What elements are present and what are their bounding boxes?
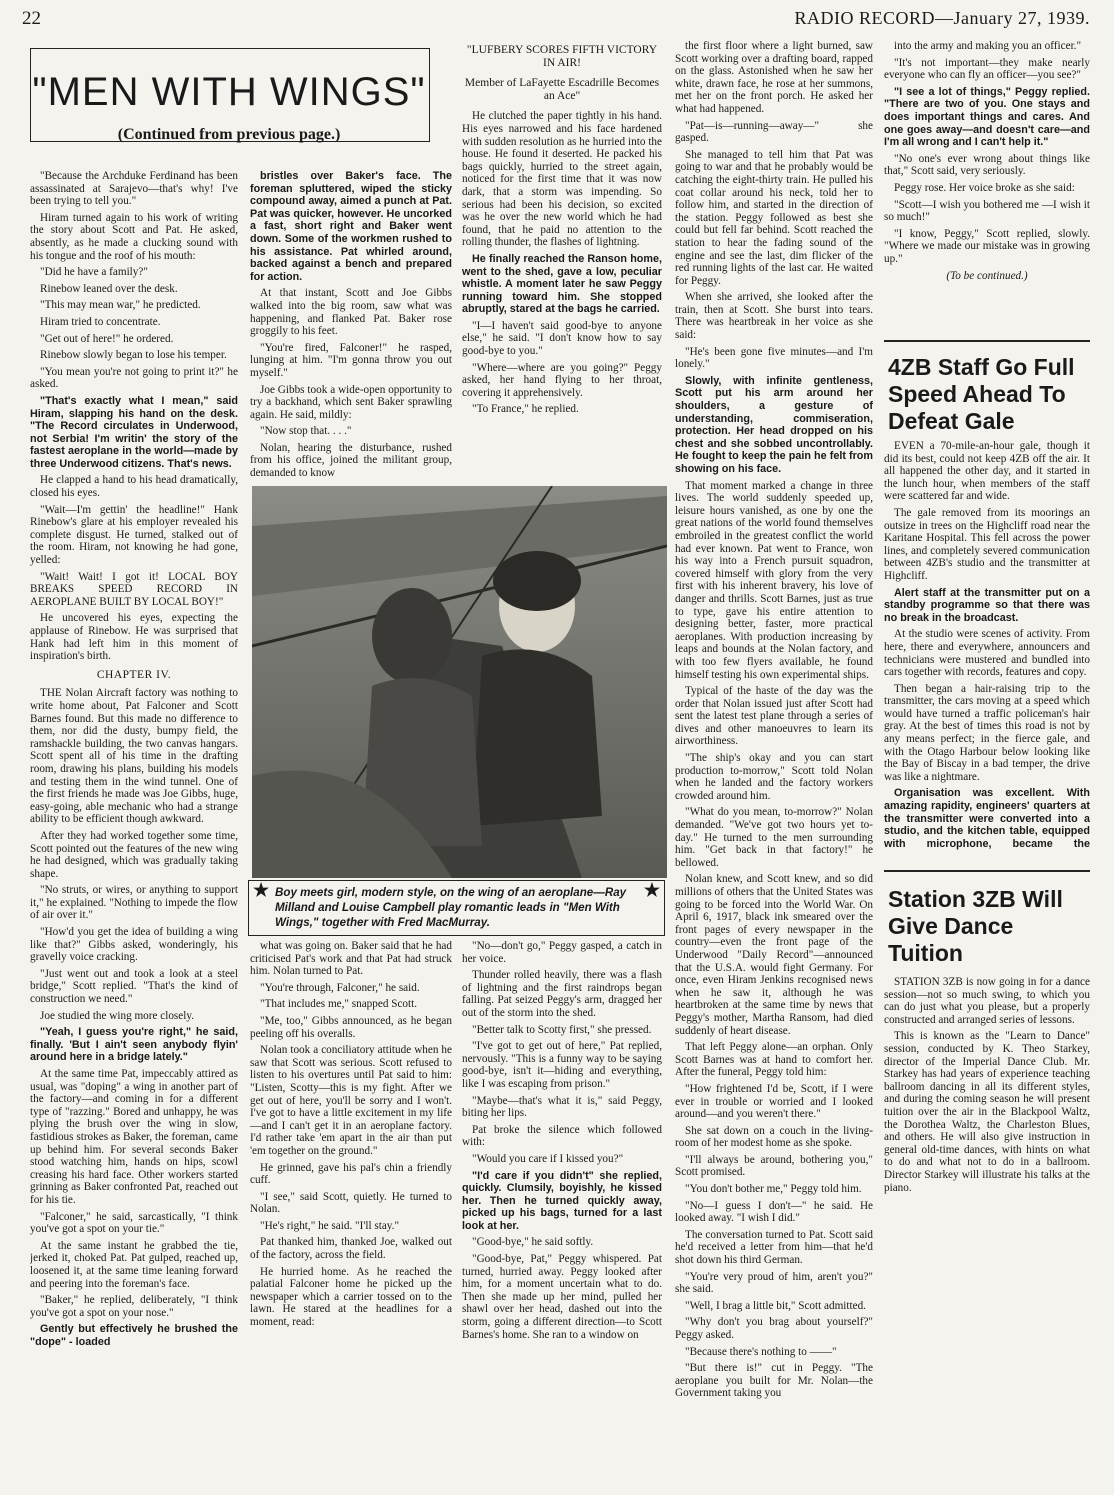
col1-bold-para: "That's exactly what I mean," said Hiram, slapping his hand on the desk. "The Record circulates in Underwood, not Serbia! I'm writin' the story of the fastest aeroplane in the world—made by three Underwood citizens. That's news.	[30, 394, 238, 470]
paragraph: "Me, too," Gibbs announced, as he began peeling off his overalls.	[250, 1014, 452, 1040]
paragraph: "Pat—is—running—away—" she gasped.	[675, 119, 873, 145]
column-5-4zb	[884, 440, 1090, 850]
paragraph: "No struts, or wires, or anything to support it," he explained. "Nothing to impede the flow of air over it."	[30, 884, 238, 922]
newspaper-subhead: Member of LaFayette Escadrille Becomes an Ace"	[464, 77, 660, 102]
paragraph: "What do you mean, to-morrow?" Nolan demanded. "We've got two hours yet to-day." He turned to the men surrounding him. "Get back in that factory!" he bellowed.	[675, 806, 873, 869]
paragraph: "How frightened I'd be, Scott, if I were ever in trouble or worried and I looked around—and you weren't there."	[675, 1082, 873, 1121]
paragraph: "Now stop that. . . ."	[260, 425, 352, 438]
story-subtitle: (Continued from previous page.)	[117, 126, 341, 143]
paragraph: "Scott—I wish you bothered me —I wish it so much!"	[884, 198, 1090, 224]
rule-4zb	[884, 340, 1090, 342]
to-be-continued: (To be continued.)	[946, 269, 1028, 282]
col3-lower-paras	[462, 940, 662, 1166]
col2-bold-para: bristles over Baker's face. The foreman spluttered, wiped the sticky compound away, aimed a punch at Pat. Pat was quicker, however. He uncorked a fast, short right and Baker went down. Some of the workmen rushed to his assistance. Pat whirled around, backed against a bench and prepared for action.	[250, 170, 452, 283]
paragraph: "Better talk to Scotty first," she pressed.	[472, 1023, 652, 1036]
paragraph: After they had worked together some time, Scott pointed out the features of the new wing he had designed, which was gradually taking shape.	[30, 829, 238, 880]
paragraph: Rinebow slowly began to lose his temper.	[40, 349, 227, 362]
paragraph: "Baker," he replied, deliberately, "I think you've got a spot on your nose."	[30, 1294, 238, 1319]
paragraph: "Because there's nothing to ——"	[685, 1345, 837, 1358]
paragraph: The conversation turned to Pat. Scott said he'd received a letter from him—that he'd shot down his third German.	[675, 1228, 873, 1267]
col4b-paras	[675, 480, 873, 1400]
paragraph: "The ship's okay and you can start production to-morrow," Scott told Nolan when he landed and the factory workers crowded around him.	[675, 752, 873, 802]
photo-caption: Boy meets girl, modern style, on the wing of an aeroplane—Ray Milland and Louise Campbell play romantic leads in "Men With Wings," together with Fred MacMurray.	[275, 886, 627, 929]
paragraph: "Good-bye, Pat," Peggy whispered. Pat turned, hurried away. Peggy looked after him, for a moment uncertain what to do. Then she made up her mind, pulled her shawl over her head, dashed out into the storm, going a different direction—to Scott Barnes's home. She ran to a window on	[462, 1253, 662, 1341]
paragraph: "To France," he replied.	[472, 403, 579, 416]
col3-paras	[462, 110, 662, 249]
paragraph: Then began a hair-raising trip to the transmitter, the cars moving at a speed which would have turned a traffic policeman's hair gray. At the best of times this road is not by any means perfect; in the fierce gale, and with the Otago Harbour below looking like the Bay of Biscay in a bad temper, the drive was like a nightmare.	[884, 682, 1090, 783]
paragraph: Nolan, hearing the disturbance, rushed from his office, joined the militant group, demanded to know	[250, 441, 452, 480]
paragraph: what was going on. Baker said that he had criticised Pat's work and that Pat had struck him. Nolan turned to Pat.	[250, 940, 452, 978]
paragraph: "Did he have a family?"	[40, 266, 148, 279]
column-5-3zb	[884, 976, 1090, 1490]
paragraph: Peggy rose. Her voice broke as she said:	[894, 181, 1075, 194]
col3b-paras	[462, 320, 662, 416]
paragraph: "You mean you're not going to print it?" he asked.	[30, 365, 238, 391]
paragraph: At the same time Pat, impeccably attired as usual, was "doping" a wing in another part of the factory—and coming in for a different type of "razzing." Bored and unhappy, he was plying the brush over the wing in slow, fastidious strokes as Baker, the foreman, came up behind him. For several seconds Baker stood watching him, hands on hips, scowl creasing his hard face. Other workers started grinning as Baker confronted Pat, reached out for his tie.	[30, 1068, 238, 1206]
col1d-paras	[30, 1068, 238, 1319]
rule-3zb	[884, 870, 1090, 872]
photo-caption-box	[248, 880, 665, 936]
paragraph: "Just went out and took a look at a steel bridge," Scott replied. "That's the kind of construction we need."	[30, 967, 238, 1006]
paragraph: "I—I haven't said good-bye to anyone else," he said. "I don't know how to say good-bye to you."	[462, 319, 662, 358]
paragraph: That left Peggy alone—an orphan. Only Scott Barnes was at hand to comfort her. After the funeral, Peggy told him:	[675, 1041, 873, 1079]
col3-bold-para: He finally reached the Ranson home, went to the shed, gave a low, peculiar whistle. A moment later he saw Peggy running toward him. She stopped abruptly, stared at the bags he carried.	[462, 252, 662, 316]
story-title: "MEN WITH WINGS"	[32, 70, 426, 114]
col1b-paras	[30, 474, 238, 662]
column-1	[30, 170, 238, 1490]
paragraph: She managed to tell him that Pat was going to war and that he probably would be catching the eight-thirty train. He pulled his coat collar around his neck, told her to follow him, and started in the direction of the station. Peggy followed as best she could but fell far behind. Scott reached the station to hear the fading sound of the engine and see the last, dim flicker of the red running lights of the last car. He waited for Peggy.	[675, 148, 873, 287]
paragraph: "He's right," he said. "I'll stay."	[260, 1219, 400, 1232]
paragraph: That moment marked a change in three lives. The world suddenly speeded up, leisure hours vanished, as one by one the great nations of the world found themselves embroiled in the greatest conflict the world had ever known. Pat went to France, won his way into a French pursuit squadron, covered himself with glory from the very first with his inherent bravery, his love of danger and thrills. Scott Barnes, just as true to type, gave his entire attention to designing better, faster, more practical aeroplanes. With production increasing by leaps and bounds at the Nolan factory, and with too few flyers available, he found himself testing his own experimental ships.	[675, 479, 873, 681]
paragraph: Pat broke the silence which followed with:	[462, 1123, 662, 1149]
movie-still-photo	[252, 486, 667, 878]
paragraph: "I'll always be around, bothering you," Scott promised.	[675, 1153, 873, 1179]
page-number: 22	[22, 8, 41, 29]
col4-bold-para: Slowly, with infinite gentleness, Scott put his arm around her shoulders, a gesture of understanding, commiseration, protection. Her head dropped on his chest and she sobbed uncontrollably. He fought to keep the pain he felt from showing on his face.	[675, 374, 873, 475]
paragraph: "Why don't you brag about yourself?" Peggy asked.	[675, 1316, 873, 1341]
3zb-paras	[884, 976, 1090, 1194]
paragraph: the first floor where a light burned, saw Scott working over a drafting board, rapped on the glass. Astonished when he saw her white, drawn face, he rose at her summons, met her on the front porch. He asked her what had happened.	[675, 40, 873, 115]
col5-paras	[884, 40, 1090, 82]
paragraph: "He's been gone five minutes—and I'm lonely."	[675, 345, 873, 371]
4zb-paras-2	[884, 628, 1090, 783]
paragraph: "You're very proud of him, aren't you?" she said.	[675, 1270, 873, 1296]
paragraph: Nolan took a conciliatory attitude when he saw that Scott was serious. Scott refused to listen to his overtures until Pat said to him: "Listen, Scotty—this is my fight. After we get out of here, you'll be sorry and I won't. I've got to have a little excitement in my life—and I can't get it in an aeroplane factory. I'd rather take 'em apart in the air than put 'em together on the ground."	[250, 1044, 452, 1157]
4zb-bold-1: Alert staff at the transmitter put on a standby programme so that there was no break in the broadcast.	[884, 586, 1090, 624]
paragraph: He grinned, gave his pal's chin a friendly cuff.	[250, 1161, 452, 1187]
paragraph: THE Nolan Aircraft factory was nothing to write home about, Pat Falconer and Scott Barnes found. But this made no difference to them, nor did the dusty, bumpy field, the ramshackle building, the two canvas hangars. Scott spent all of his time in the drafting room, drawing his plans, building his models and testing them in the wind tunnel. One of the first friends he made was Joe Gibbs, huge, easy-going, able mechanic who had a strange ability to be efficient though awkward.	[30, 687, 238, 826]
col1-bold-para-2: "Yeah, I guess you're right," he said, finally. 'But I ain't seen anybody flyin' around here in a bridge lately."	[30, 1026, 238, 1064]
paragraph: "Wait—I'm gettin' the headline!" Hank Rinebow's glare at his employer revealed his complete disgust. He turned, stalked out of the room. Hiram, not knowing he had gone, yelled:	[30, 503, 238, 567]
paragraph: EVEN a 70-mile-an-hour gale, though it did its best, could not keep 4ZB off the air. It all happened the other day, and it started in the lunch hour, when members of the staff were scattered far and wide.	[884, 440, 1090, 503]
paragraph: "Get out of here!" he ordered.	[40, 332, 174, 345]
paragraph: STATION 3ZB is now going in for a dance session—not so much swing, to which you can do just what you please, but a properly constructed and arranged series of lessons.	[884, 976, 1090, 1026]
col2-lower-paras	[250, 940, 452, 1329]
paragraph: He hurried home. As he reached the palatial Falconer home he picked up the newspaper which a carrier tossed on to the lawn. He stared at the headlines for a moment, read:	[250, 1265, 452, 1329]
col5-bold-para: "I see a lot of things," Peggy replied. "There are two of you. One stays and does important things and cares. And one goes away—and doesn't care—and I'm all wrong and I can't help it."	[884, 85, 1090, 149]
paragraph: Thunder rolled heavily, there was a flash of lightning and the first raindrops began falling. Pat seized Peggy's arm, dragged her out of the storm into the shed.	[462, 969, 662, 1019]
paragraph: "Because the Archduke Ferdinand has been assassinated at Sarajevo—that's why! I've been trying to tell you."	[30, 170, 238, 208]
star-icon: ★	[253, 880, 270, 900]
paragraph: into the army and making you an officer."	[894, 40, 1082, 52]
paragraph: When she arrived, she looked after the train, then at Scott. She burst into tears. There was heartbreak in her voice as she said:	[675, 291, 873, 342]
col1-bold-para-3: Gently but effectively he brushed the "dope" - loaded	[30, 1323, 238, 1348]
headline-3zb: Station 3ZB Will Give Dance Tuition	[888, 886, 1063, 966]
chapter-heading: CHAPTER IV.	[96, 668, 172, 681]
paragraph: "That includes me," snapped Scott.	[260, 998, 418, 1011]
paragraph: He clutched the paper tightly in his hand. His eyes narrowed and his face hardened with sudden resolution as he hurried into the house. He found it deserted. He packed his bags quickly, hurried to the street again, noticed for the first time that it was now dark, that a storm was impending. So serious had been his decision, so excited was he over the new world which he had found, that he paid no attention to the rolling thunder, the flashes of lightning.	[462, 110, 662, 249]
column-5-upper	[884, 40, 1090, 400]
column-3-lower	[462, 940, 662, 1490]
paragraph: "Well, I brag a little bit," Scott admitted.	[685, 1299, 866, 1312]
paragraph: Rinebow leaned over the desk.	[40, 282, 178, 295]
paragraph: "Would you care if I kissed you?"	[472, 1152, 624, 1165]
column-4	[675, 40, 873, 1490]
col1c-paras	[30, 687, 238, 1022]
newspaper-headline: "LUFBERY SCORES FIFTH VICTORY IN AIR!	[466, 44, 658, 69]
masthead: RADIO RECORD—January 27, 1939.	[794, 8, 1090, 28]
paragraph: "But there is!" cut in Peggy. "The aeroplane you built for Mr. Nolan—the Government taking you	[675, 1362, 873, 1400]
photo-illustration	[252, 486, 667, 878]
paragraph: "How'd you get the idea of building a wing like that?" Gibbs asked, wonderingly, his gravelly voice cracking.	[30, 926, 238, 964]
paragraph: Pat thanked him, thanked Joe, walked out of the factory, across the field.	[250, 1236, 452, 1262]
col3-lower-paras-b	[462, 1236, 662, 1341]
column-2-lower	[250, 940, 452, 1490]
paragraph: She sat down on a couch in the living-room of her modest home as she spoke.	[675, 1124, 873, 1150]
paragraph: He clapped a hand to his head dramatically, closed his eyes.	[30, 474, 238, 500]
paragraph: "Where—where are you going?" Peggy asked, her hand flying to her throat, covering it apprehensively.	[462, 361, 662, 399]
col5b-paras	[884, 153, 1090, 266]
paragraph: Nolan knew, and Scott knew, and so did millions of others that the United States was going to be forced into the World War. On April 6, 1917, black ink smeared over the front pages of every newspaper in the country—even the front page of the Underwood "Daily Record"—announced that the U.S.A. would fight Germany. For once, even Hiram Jenkins recognised news when he saw it, although he was heartbroken at the same time by news that Peggy's mother, Martha Ransom, had died suddenly of heart disease.	[675, 873, 873, 1037]
paragraph: "Good-bye," he said softly.	[472, 1236, 594, 1249]
paragraph: Joe Gibbs took a wide-open opportunity to try a backhand, which sent Baker sprawling again. He said, mildly:	[250, 383, 452, 421]
paragraph: "I know, Peggy," Scott replied, slowly. "Where we made our mistake was in growing up."	[884, 227, 1090, 265]
paragraph: "You're fired, Falconer!" he rasped, lunging at him. "I'm gonna throw you out myself."	[250, 341, 452, 379]
paragraph: This is known as the "Learn to Dance" session, conducted by K. Theo Starkey, director of the Imperial Dance Club. Mr. Starkey has had years of experience teaching ballroom dancing in all its different styles, and during the coming season he will present tuition over the air in the Blackpool Waltz, the Dorothea Waltz, the Charleston Blues, and others. He will also give instruction in general old-time dances, with hints on what to do and what not to do in a ballroom. Director Starkey will illustrate his talks at the piano.	[884, 1030, 1090, 1194]
paragraph: Hiram tried to concentrate.	[40, 315, 161, 328]
paragraph: Joe studied the wing more closely.	[40, 1009, 195, 1022]
paragraph: "No—I guess I don't—" he said. He looked away. "I wish I did."	[675, 1199, 873, 1225]
col1-paras	[30, 170, 238, 391]
paragraph: "This may mean war," he predicted.	[40, 299, 201, 312]
paragraph: "It's not important—they make nearly everyone who can fly an officer—you see?"	[884, 56, 1090, 82]
paragraph: Hiram turned again to his work of writing the story about Scott and Pat. He asked, absently, as he made a clucking sound with his tongue and the roof of his mouth:	[30, 211, 238, 262]
paragraph: Typical of the haste of the day was the order that Nolan issued just after Scott had sent the latest test plane through a series of dives and other manoeuvres to learn its airworthiness.	[675, 685, 873, 748]
paragraph: "You don't bother me," Peggy told him.	[685, 1183, 862, 1196]
paragraph: At the same instant he grabbed the tie, jerked it, choked Pat. Pat gulped, reached up, loosened it, at the same time leaning forward and peering into the foreman's face.	[30, 1239, 238, 1290]
paragraph: "I see," said Scott, quietly. He turned to Nolan.	[250, 1190, 452, 1216]
paragraph: "Falconer," he said, sarcastically, "I think you've got a spot on your tie."	[30, 1210, 238, 1236]
paragraph: At the studio were scenes of activity. From here, there and everywhere, announcers and technicians were mustered and bundled into cars together with records, features and copy.	[884, 628, 1090, 679]
paragraph: The gale removed from its moorings an outsize in trees on the Highcliff road near the Karitane Hospital. This fell across the power lines, and completely severed communication between 4ZB's studio and the transmitter at Highcliff.	[884, 506, 1090, 582]
paragraph: "I've got to get out of here," Pat replied, nervously. "This is a funny way to be saying good-bye, isn't it—hiding and everything, like I was escaping from prison."	[462, 1040, 662, 1090]
headline-4zb: 4ZB Staff Go Full Speed Ahead To Defeat Gale	[888, 354, 1075, 434]
col2-paras	[250, 287, 452, 479]
paragraph: He uncovered his eyes, expecting the applause of Rinebow. He was surprised that Hank had left him in this moment of inspiration's birth.	[30, 612, 238, 663]
star-icon-right: ★	[643, 880, 660, 900]
paragraph: "No—don't go," Peggy gasped, a catch in her voice.	[462, 940, 662, 965]
column-3-upper	[462, 40, 662, 482]
col3-lower-bold: "I'd care if you didn't" she replied, quickly. Clumsily, boyishly, he kissed her. Then he turned quickly away, picked up his bags, turned for a last look at her.	[462, 1169, 662, 1232]
paragraph: At that instant, Scott and Joe Gibbs walked into the big room, saw what was happening, and flanked Pat. Baker rose groggily to his feet.	[250, 287, 452, 338]
paragraph: "Maybe—that's what it is," said Peggy, biting her lips.	[462, 1094, 662, 1120]
4zb-paras	[884, 440, 1090, 583]
col4-paras	[675, 40, 873, 371]
4zb-bold-2: Organisation was excellent. With amazing rapidity, engineers' quarters at the transmitter were converted into a studio, and the kitchen table, equipped with microphone, became the	[884, 787, 1090, 850]
paragraph: "You're through, Falconer," he said.	[260, 981, 420, 994]
paragraph: "Wait! Wait! I got it! LOCAL BOY BREAKS SPEED RECORD IN AEROPLANE BUILT BY LOCAL BOY!"	[30, 570, 238, 608]
column-2-upper	[250, 170, 452, 482]
paragraph: "No one's ever wrong about things like that," Scott said, very seriously.	[884, 152, 1090, 178]
